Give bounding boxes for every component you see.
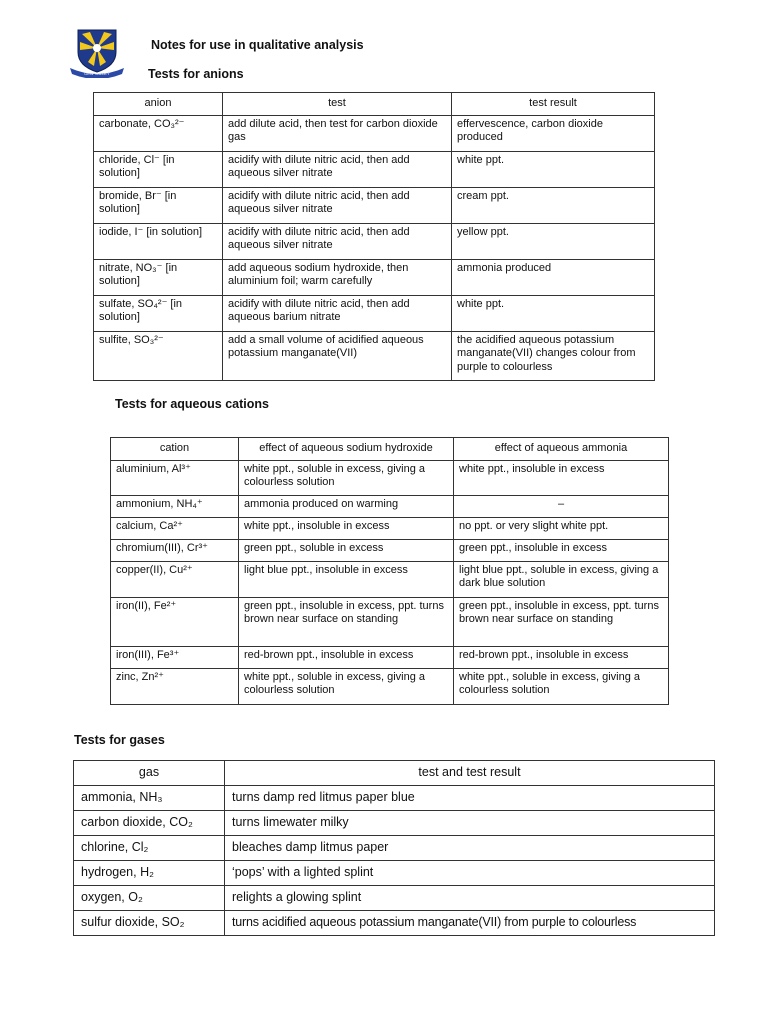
- table-row: [74, 836, 715, 861]
- anion-cell: chloride, Cl⁻ [in solution]: [94, 151, 223, 187]
- table-row: [94, 151, 655, 187]
- gas-cell: chlorine, Cl₂: [74, 836, 225, 861]
- ammonia-cell: no ppt. or very slight white ppt.: [454, 517, 669, 539]
- table-row: [111, 495, 669, 517]
- ammonia-cell: green ppt., insoluble in excess, ppt. turns brown near surface on standing: [454, 597, 669, 646]
- table-header-row: [111, 438, 669, 461]
- anion-cell: bromide, Br⁻ [in solution]: [94, 187, 223, 223]
- gas-test-cell: turns acidified aqueous potassium manganate(VII) from purple to colourless: [225, 911, 715, 936]
- table-row: [111, 646, 669, 668]
- table-row: [94, 331, 655, 380]
- column-header: effect of aqueous sodium hydroxide: [239, 438, 454, 461]
- table-row: [74, 911, 715, 936]
- cation-cell: zinc, Zn²⁺: [111, 668, 239, 704]
- table-row: [94, 115, 655, 151]
- table-row: [94, 295, 655, 331]
- table-header-row: [94, 93, 655, 116]
- naoh-cell: light blue ppt., insoluble in excess: [239, 561, 454, 597]
- column-header: test result: [452, 93, 655, 116]
- svg-text:DEW VALLEY: DEW VALLEY: [84, 71, 110, 76]
- page-title: Notes for use in qualitative analysis: [151, 38, 364, 52]
- gas-test-cell: turns limewater milky: [225, 811, 715, 836]
- anion-cell: sulfate, SO₄²⁻ [in solution]: [94, 295, 223, 331]
- cation-cell: iron(III), Fe³⁺: [111, 646, 239, 668]
- test-cell: add dilute acid, then test for carbon dioxide gas: [223, 115, 452, 151]
- test-cell: acidify with dilute nitric acid, then add aqueous barium nitrate: [223, 295, 452, 331]
- table-row: [94, 259, 655, 295]
- gases-table: [73, 760, 715, 936]
- table-row: [111, 460, 669, 495]
- result-cell: the acidified aqueous potassium manganate(VII) changes colour from purple to colourless: [452, 331, 655, 380]
- school-crest-logo: [68, 28, 126, 78]
- ammonia-cell: light blue ppt., soluble in excess, giving a dark blue solution: [454, 561, 669, 597]
- table-row: [111, 539, 669, 561]
- naoh-cell: red-brown ppt., insoluble in excess: [239, 646, 454, 668]
- result-cell: ammonia produced: [452, 259, 655, 295]
- cation-cell: chromium(III), Cr³⁺: [111, 539, 239, 561]
- ammonia-cell: white ppt., insoluble in excess: [454, 460, 669, 495]
- test-cell: add a small volume of acidified aqueous potassium manganate(VII): [223, 331, 452, 380]
- table-row: [111, 668, 669, 704]
- test-cell: acidify with dilute nitric acid, then add aqueous silver nitrate: [223, 187, 452, 223]
- result-cell: white ppt.: [452, 151, 655, 187]
- anion-cell: sulfite, SO₃²⁻: [94, 331, 223, 380]
- gas-cell: ammonia, NH₃: [74, 786, 225, 811]
- gas-test-cell: turns damp red litmus paper blue: [225, 786, 715, 811]
- table-row: [74, 886, 715, 911]
- gas-cell: oxygen, O₂: [74, 886, 225, 911]
- table-row: [94, 187, 655, 223]
- gas-test-cell: ‘pops’ with a lighted splint: [225, 861, 715, 886]
- result-cell: yellow ppt.: [452, 223, 655, 259]
- table-row: [74, 786, 715, 811]
- gases-heading: Tests for gases: [74, 733, 165, 747]
- column-header: effect of aqueous ammonia: [454, 438, 669, 461]
- gas-cell: carbon dioxide, CO₂: [74, 811, 225, 836]
- table-row: [74, 861, 715, 886]
- gas-cell: sulfur dioxide, SO₂: [74, 911, 225, 936]
- gas-cell: hydrogen, H₂: [74, 861, 225, 886]
- gas-test-cell: bleaches damp litmus paper: [225, 836, 715, 861]
- ammonia-cell: green ppt., insoluble in excess: [454, 539, 669, 561]
- naoh-cell: white ppt., insoluble in excess: [239, 517, 454, 539]
- gas-test-cell: relights a glowing splint: [225, 886, 715, 911]
- naoh-cell: white ppt., soluble in excess, giving a colourless solution: [239, 668, 454, 704]
- column-header: anion: [94, 93, 223, 116]
- cations-table: [110, 437, 669, 705]
- result-cell: white ppt.: [452, 295, 655, 331]
- cation-cell: aluminium, Al³⁺: [111, 460, 239, 495]
- cation-cell: calcium, Ca²⁺: [111, 517, 239, 539]
- table-row: [111, 561, 669, 597]
- cation-cell: iron(II), Fe²⁺: [111, 597, 239, 646]
- anion-cell: carbonate, CO₃²⁻: [94, 115, 223, 151]
- naoh-cell: green ppt., insoluble in excess, ppt. turns brown near surface on standing: [239, 597, 454, 646]
- cation-cell: copper(II), Cu²⁺: [111, 561, 239, 597]
- anions-table: [93, 92, 655, 381]
- ammonia-cell: –: [454, 495, 669, 517]
- test-cell: acidify with dilute nitric acid, then add aqueous silver nitrate: [223, 151, 452, 187]
- naoh-cell: green ppt., soluble in excess: [239, 539, 454, 561]
- table-row: [111, 597, 669, 646]
- column-header: cation: [111, 438, 239, 461]
- column-header: test: [223, 93, 452, 116]
- table-header-row: [74, 761, 715, 786]
- naoh-cell: white ppt., soluble in excess, giving a colourless solution: [239, 460, 454, 495]
- table-row: [74, 811, 715, 836]
- table-row: [111, 517, 669, 539]
- cations-heading: Tests for aqueous cations: [115, 397, 269, 411]
- test-cell: add aqueous sodium hydroxide, then aluminium foil; warm carefully: [223, 259, 452, 295]
- column-header: test and test result: [225, 761, 715, 786]
- anion-cell: iodide, I⁻ [in solution]: [94, 223, 223, 259]
- test-cell: acidify with dilute nitric acid, then add aqueous silver nitrate: [223, 223, 452, 259]
- column-header: gas: [74, 761, 225, 786]
- anions-heading: Tests for anions: [148, 67, 244, 81]
- anion-cell: nitrate, NO₃⁻ [in solution]: [94, 259, 223, 295]
- ammonia-cell: white ppt., soluble in excess, giving a colourless solution: [454, 668, 669, 704]
- ammonia-cell: red-brown ppt., insoluble in excess: [454, 646, 669, 668]
- result-cell: effervescence, carbon dioxide produced: [452, 115, 655, 151]
- cation-cell: ammonium, NH₄⁺: [111, 495, 239, 517]
- table-row: [94, 223, 655, 259]
- naoh-cell: ammonia produced on warming: [239, 495, 454, 517]
- result-cell: cream ppt.: [452, 187, 655, 223]
